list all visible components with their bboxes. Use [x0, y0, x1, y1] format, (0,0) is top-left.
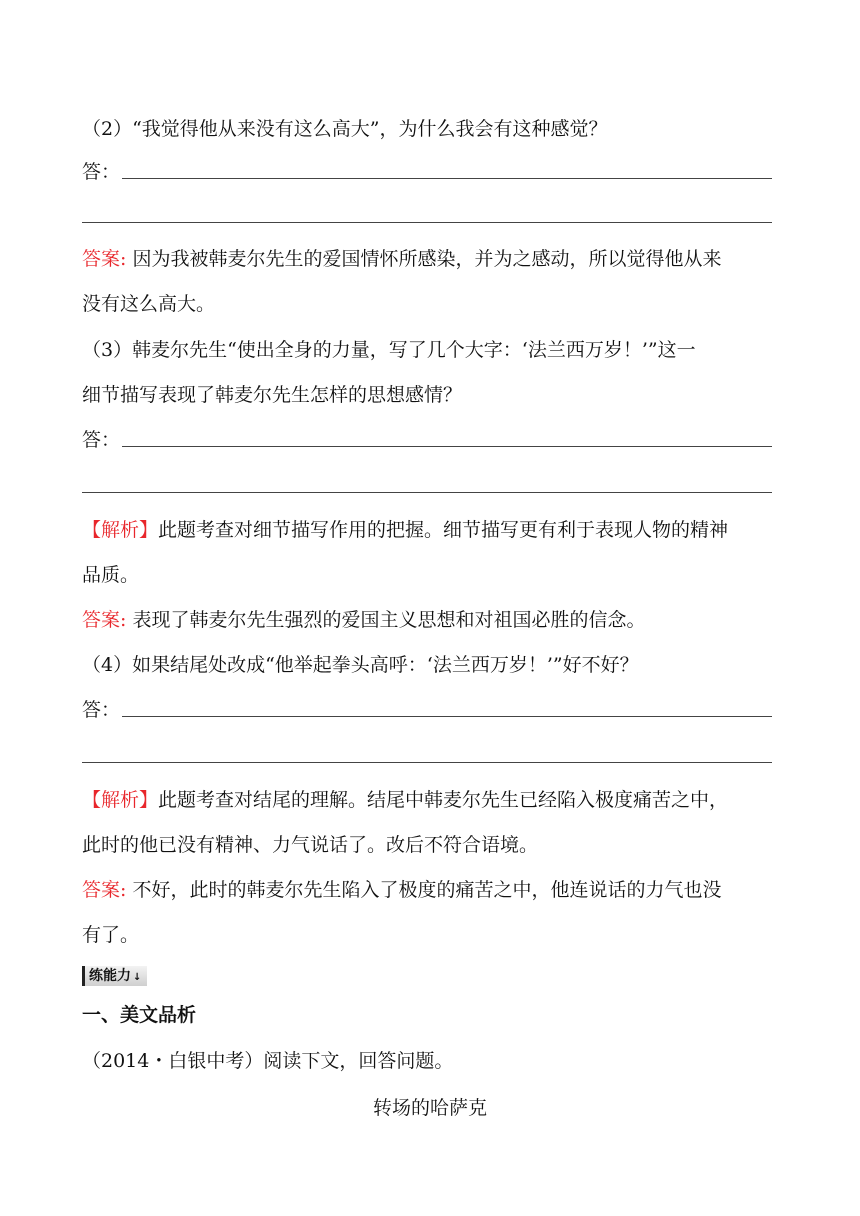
source-line: （2014・白银中考）阅读下文，回答问题。: [82, 1050, 454, 1072]
q2-key-label: 答案:: [82, 248, 127, 270]
q4-analysis-line2: 此时的他已没有精神、力气说话了。改后不符合语境。: [82, 834, 539, 856]
q3-key-line: [82, 605, 782, 635]
down-arrow-icon: ↓: [133, 972, 142, 983]
q2-answer-label: 答：: [82, 161, 121, 183]
q4-analysis-line1: [82, 785, 782, 815]
q3-answer-blank-2[interactable]: [82, 492, 772, 493]
q2-answer-blank-2[interactable]: [82, 222, 772, 223]
q2-key-line2: 没有这么高大。: [82, 293, 216, 315]
q3-analysis-line1: [82, 515, 782, 545]
q4-key-line1: [82, 875, 782, 905]
passage-title: 转场的哈萨克: [372, 1097, 487, 1119]
q4-key-text: 不好，此时的韩麦尔先生陷入了极度的痛苦之中，他连说话的力气也没: [126, 879, 722, 901]
q3-question-line1: （3）韩麦尔先生“使出全身的力量，写了几个大字：‘法兰西万岁！’”这一: [82, 339, 696, 361]
q3-analysis-label: 【解析】: [82, 519, 159, 541]
q2-answer-blank[interactable]: [122, 178, 772, 179]
q2-key-line1: [82, 244, 782, 274]
q3-answer-blank[interactable]: [122, 446, 772, 447]
q2-question: （2）“我觉得他从来没有这么高大”，为什么我会有这种感觉？: [82, 118, 608, 140]
q4-analysis-label: 【解析】: [82, 789, 159, 811]
q3-analysis-text: 此题考查对细节描写作用的把握。细节描写更有利于表现人物的精神: [158, 519, 729, 541]
q4-key-line2: 有了。: [82, 924, 140, 946]
practice-tag: [82, 966, 147, 986]
q4-answer-label: 答：: [82, 699, 121, 721]
q4-answer-row: [82, 695, 772, 725]
q3-key-text: 表现了韩麦尔先生强烈的爱国主义思想和对祖国必胜的信念。: [126, 609, 646, 631]
q3-question-line2: 细节描写表现了韩麦尔先生怎样的思想感情？: [82, 384, 463, 406]
practice-tag-label: 练能力: [89, 968, 131, 984]
q4-question: （4）如果结尾处改成“他举起拳头高呼：‘法兰西万岁！’”好不好？: [82, 654, 639, 676]
q2-answer-row: [82, 157, 772, 187]
q4-answer-blank[interactable]: [122, 716, 772, 717]
q3-answer-label: 答：: [82, 429, 121, 451]
q2-key-text: 因为我被韩麦尔先生的爱国情怀所感染，并为之感动，所以觉得他从来: [126, 248, 722, 270]
q4-key-label: 答案:: [82, 879, 127, 901]
q4-answer-blank-2[interactable]: [82, 762, 772, 763]
q3-analysis-line2: 品质。: [82, 564, 140, 586]
q4-analysis-text: 此题考查对结尾的理解。结尾中韩麦尔先生已经陷入极度痛苦之中，: [158, 789, 729, 811]
section-heading: 一、美文品析: [82, 1004, 197, 1026]
q3-key-label: 答案:: [82, 609, 127, 631]
q3-answer-row: [82, 425, 772, 455]
